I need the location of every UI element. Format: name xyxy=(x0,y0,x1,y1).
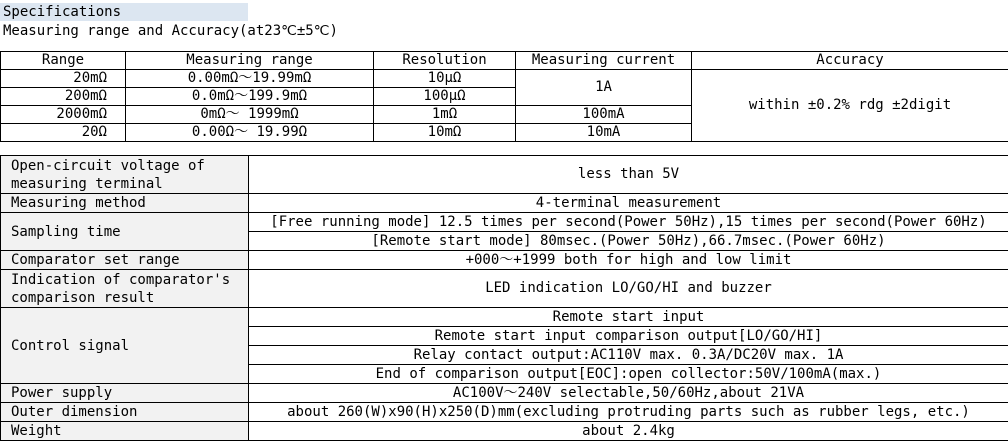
spec-label: Open-circuit voltage of measuring terminal xyxy=(1,156,249,194)
section-subheading: Measuring range and Accuracy(at23℃±5℃) xyxy=(3,23,338,39)
column-header: Measuring current xyxy=(516,52,692,70)
spec-label: Weight xyxy=(1,422,249,441)
table-header-row xyxy=(1,52,1008,70)
table-row xyxy=(1,308,1008,327)
spec-value: Remote start input xyxy=(249,308,1008,327)
current-cell: 10mA xyxy=(516,124,692,142)
table-row xyxy=(1,156,1008,194)
range-cell: 20mΩ xyxy=(1,70,126,88)
spec-label: Outer dimension xyxy=(1,403,249,422)
spec-value: AC100V～240V selectable,50/60Hz,about 21VA xyxy=(249,384,1008,403)
table-row xyxy=(1,422,1008,441)
measuring-range-cell: 0.00mΩ～19.99mΩ xyxy=(126,70,374,88)
spec-label: Indication of comparator's comparison result xyxy=(1,270,249,308)
spec-value: less than 5V xyxy=(249,156,1008,194)
resolution-cell: 10mΩ xyxy=(374,124,516,142)
spec-value: End of comparison output[EOC]:open collector:50V/100mA(max.) xyxy=(249,365,1008,384)
range-cell: 200mΩ xyxy=(1,88,126,106)
specification-table xyxy=(0,155,1008,441)
spec-label: Power supply xyxy=(1,384,249,403)
section-heading: Specifications xyxy=(0,3,248,21)
column-header: Range xyxy=(1,52,126,70)
table-row xyxy=(1,70,1008,88)
range-cell: 2000mΩ xyxy=(1,106,126,124)
spec-label: Measuring method xyxy=(1,194,249,213)
spec-value: Relay contact output:AC110V max. 0.3A/DC20V max. 1A xyxy=(249,346,1008,365)
table-row xyxy=(1,251,1008,270)
resolution-cell: 1mΩ xyxy=(374,106,516,124)
table-row xyxy=(1,384,1008,403)
resolution-cell: 100μΩ xyxy=(374,88,516,106)
measuring-range-cell: 0mΩ～ 1999mΩ xyxy=(126,106,374,124)
spec-value: Remote start input comparison output[LO/GO/HI] xyxy=(249,327,1008,346)
resolution-cell: 10μΩ xyxy=(374,70,516,88)
spec-label: Comparator set range xyxy=(1,251,249,270)
table-row xyxy=(1,213,1008,232)
spec-value: [Remote start mode] 80msec.(Power 50Hz),66.7msec.(Power 60Hz) xyxy=(249,232,1008,251)
measuring-range-cell: 0.0mΩ～199.9mΩ xyxy=(126,88,374,106)
spec-label: Sampling time xyxy=(1,213,249,251)
spec-value: about 2.4kg xyxy=(249,422,1008,441)
current-cell: 100mA xyxy=(516,106,692,124)
spec-value: about 260(W)x90(H)x250(D)mm(excluding protruding parts such as rubber legs, etc.) xyxy=(249,403,1008,422)
spec-label: Control signal xyxy=(1,308,249,384)
column-header: Resolution xyxy=(374,52,516,70)
accuracy-cell: within ±0.2% rdg ±2digit xyxy=(692,70,1008,142)
range-accuracy-table xyxy=(0,51,1008,142)
range-cell: 20Ω xyxy=(1,124,126,142)
column-header: Measuring range xyxy=(126,52,374,70)
current-cell: 1A xyxy=(516,70,692,106)
table-row xyxy=(1,270,1008,308)
column-header: Accuracy xyxy=(692,52,1008,70)
measuring-range-cell: 0.00Ω～ 19.99Ω xyxy=(126,124,374,142)
table-row xyxy=(1,194,1008,213)
table-row xyxy=(1,403,1008,422)
spec-value: +000～+1999 both for high and low limit xyxy=(249,251,1008,270)
spec-value: [Free running mode] 12.5 times per second(Power 50Hz),15 times per second(Power 60Hz) xyxy=(249,213,1008,232)
spec-value: 4-terminal measurement xyxy=(249,194,1008,213)
spec-value: LED indication LO/GO/HI and buzzer xyxy=(249,270,1008,308)
